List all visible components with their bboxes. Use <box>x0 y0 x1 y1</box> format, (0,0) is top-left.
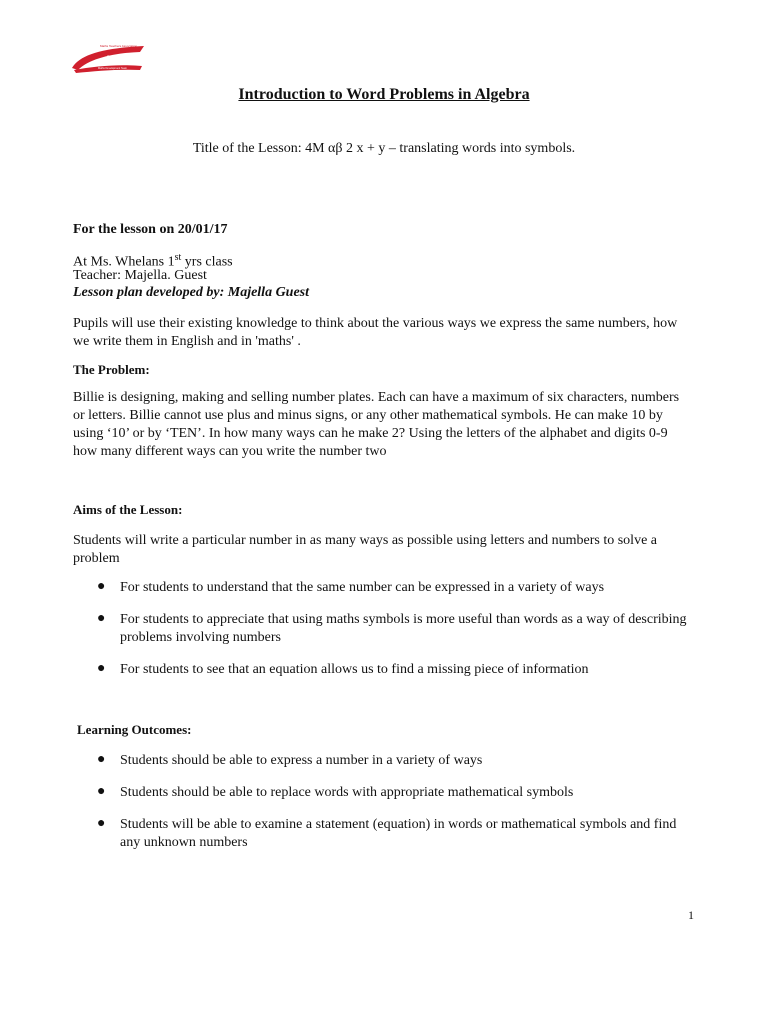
problem-paragraph: Billie is designing, making and selling number plates. Each can have a maximum of six characters, numbers or letters. Billie cannot use plus and minus signs, or any other mathematical symbols. He can make 10 by using ‘10’ or by ‘TEN’. In how many ways can he make 2? Using the letters of the alphabet and digits 0-9 how many different ways can you write the number two <box>73 390 680 459</box>
mata-logo <box>70 40 148 74</box>
teacher: Teacher: Majella. Guest <box>73 268 207 283</box>
bullet-icon: ● <box>97 752 106 767</box>
bullet-icon: ● <box>97 579 106 594</box>
aim-item: For students to see that an equation allows us to find a missing piece of information <box>120 662 589 677</box>
outcome-item: Students should be able to express a number in a variety of ways <box>120 753 483 768</box>
svg-text:Mata: Mata <box>106 54 127 64</box>
document-title: Introduction to Word Problems in Algebra <box>238 86 530 103</box>
lesson-date: For the lesson on 20/01/17 <box>73 222 228 237</box>
class-info: At Ms. Whelans 1st yrs class <box>73 252 233 270</box>
outcome-item: Students will be able to examine a statement (equation) in words or mathematical symbols and find any unknown numbers <box>120 817 677 850</box>
problem-heading: The Problem: <box>73 362 150 377</box>
svg-text:Maths Teachers Association: Maths Teachers Association <box>100 44 138 48</box>
outcome-item: Students should be able to replace words with appropriate mathematical symbols <box>120 785 574 800</box>
aim-item: For students to appreciate that using maths symbols is more useful than words as a way of describing problems involving numbers <box>120 612 687 645</box>
aims-intro: Students will write a particular number in as many ways as possible using letters and numbers to solve a problem <box>73 533 657 566</box>
lesson-title: Title of the Lesson: 4M αβ 2 x + y – translating words into symbols. <box>192 141 576 156</box>
bullet-icon: ● <box>97 784 106 799</box>
bullet-icon: ● <box>97 661 106 676</box>
developed-by: Lesson plan developed by: Majella Guest <box>73 285 310 300</box>
aims-heading: Aims of the Lesson: <box>73 502 183 517</box>
page-number: 1 <box>688 908 694 922</box>
bullet-icon: ● <box>97 611 106 626</box>
svg-text:Maths Development Team: Maths Development Team <box>98 67 127 70</box>
aim-item: For students to understand that the same number can be expressed in a variety of ways <box>120 580 605 595</box>
outcomes-heading: Learning Outcomes: <box>77 722 192 737</box>
bullet-icon: ● <box>97 816 106 831</box>
intro-paragraph: Pupils will use their existing knowledge to think about the various ways we express the same numbers, how we write them in English and in 'maths' . <box>73 316 678 349</box>
